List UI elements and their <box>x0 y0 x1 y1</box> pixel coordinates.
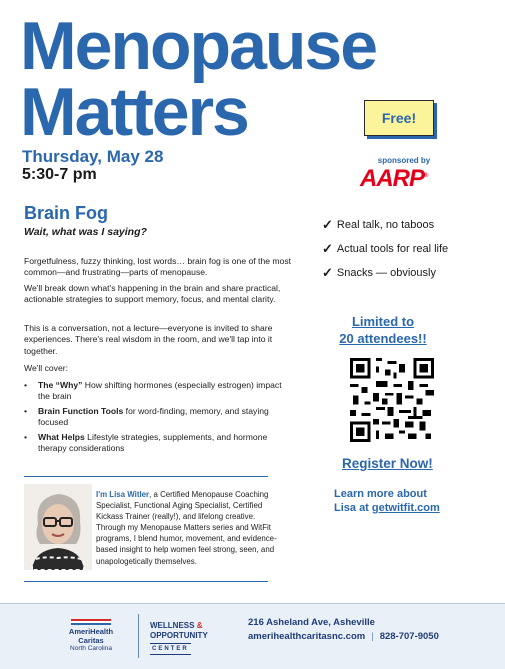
list-item <box>24 406 288 429</box>
bullet-text: for word-finding, memory, and staying focused <box>38 405 269 428</box>
free-label: Free! <box>381 110 417 126</box>
free-badge <box>364 100 434 136</box>
check-icon: ✓ <box>322 217 333 232</box>
woc-line-2: OPPORTUNITY <box>150 631 208 640</box>
benefits-checklist <box>322 213 448 285</box>
qr-code-icon[interactable] <box>350 358 434 442</box>
woc-line-1: WELLNESS <box>150 621 195 630</box>
list-item <box>24 380 288 403</box>
footer-website[interactable]: amerihealthcaritasnc.com <box>248 631 366 642</box>
lisa-photo <box>24 484 92 570</box>
section-subheading: Wait, what was I saying? <box>24 226 147 238</box>
divider-top <box>24 476 268 477</box>
divider-bottom <box>24 581 268 582</box>
footer-sep: | <box>371 631 374 642</box>
footer-web-phone <box>248 630 439 644</box>
title-line-1: Menopause <box>20 8 377 84</box>
learn-more-prefix: Lisa at <box>334 502 372 514</box>
cover-list <box>24 380 288 457</box>
bio-body: , a Certified Menopause Coaching Specialist, Functional Aging Specialist, Certified Kickass Trainer (really!), and lifelong creative. Through my Menopause Matters series and WitFit programs, I blend humor, movement, and evidence-based insight to help women feel strong, seen, and unapologetically themselves. <box>96 490 277 566</box>
bullet-bold: What Helps <box>38 431 85 442</box>
sponsor-label: sponsored by <box>377 156 431 165</box>
paragraph-1: Forgetfulness, fuzzy thinking, lost words… brain fog is one of the most common—and frustrating—parts of menopause. <box>24 256 292 278</box>
paragraph-cover-intro: We'll cover: <box>24 363 68 373</box>
checklist-item <box>322 261 448 285</box>
event-date: Thursday, May 28 <box>22 147 164 166</box>
footer-phone[interactable]: 828-707-9050 <box>379 631 439 642</box>
limited-notice[interactable] <box>328 313 438 347</box>
checklist-item <box>322 237 448 261</box>
ah-name: AmeriHealth Caritas <box>68 627 114 645</box>
aarp-logo: AARP® <box>360 165 428 192</box>
woc-line-3: CENTER <box>150 643 191 655</box>
bullet-text: Lifestyle strategies, supplements, and hormone therapy considerations <box>38 431 268 454</box>
bullet-bold: Brain Function Tools <box>38 405 124 416</box>
bio-text <box>96 489 282 567</box>
amerihealth-logo <box>56 619 126 652</box>
bullet-text: How shifting hormones (especially estrogen) impact the brain <box>38 380 282 402</box>
limited-line-2: 20 attendees!! <box>339 331 427 346</box>
learn-more <box>334 487 474 515</box>
title-line-2: Matters <box>20 74 248 150</box>
checklist-item <box>322 213 448 237</box>
bio-name: I'm Lisa Witler <box>96 490 150 499</box>
checklist-text: Snacks — obviously <box>336 267 436 279</box>
checklist-text: Actual tools for real life <box>336 243 449 255</box>
bullet-bold: The “Why” <box>38 380 83 390</box>
flag-icon <box>71 619 111 625</box>
getwitfit-link[interactable]: getwitfit.com <box>371 502 440 514</box>
woc-amp: & <box>196 621 203 630</box>
wellness-center-logo <box>150 621 230 655</box>
ah-state: North Carolina <box>70 645 112 652</box>
checklist-text: Real talk, no taboos <box>336 219 435 231</box>
section-heading: Brain Fog <box>24 203 108 223</box>
aarp-wordmark: AARP <box>360 165 425 192</box>
check-icon: ✓ <box>322 265 333 280</box>
register-link[interactable]: Register Now! <box>342 456 433 471</box>
learn-more-line-1: Learn more about <box>334 488 427 500</box>
paragraph-2: We'll break down what's happening in the brain and share practical, actionable strategies to support memory, focus, and mental clarity. <box>24 283 281 305</box>
check-icon: ✓ <box>322 241 333 256</box>
event-time: 5:30-7 pm <box>22 166 97 183</box>
learn-more-line-2 <box>334 501 474 515</box>
footer-separator <box>138 614 139 658</box>
footer-address: 216 Asheland Ave, Asheville <box>248 617 375 628</box>
footer-contact <box>248 616 439 644</box>
list-item <box>24 432 288 455</box>
limited-line-1: Limited to <box>351 314 415 329</box>
paragraph-3: This is a conversation, not a lecture—everyone is invited to share experiences. There's real wisdom in the room, and we'll tap into it together. <box>24 323 273 356</box>
